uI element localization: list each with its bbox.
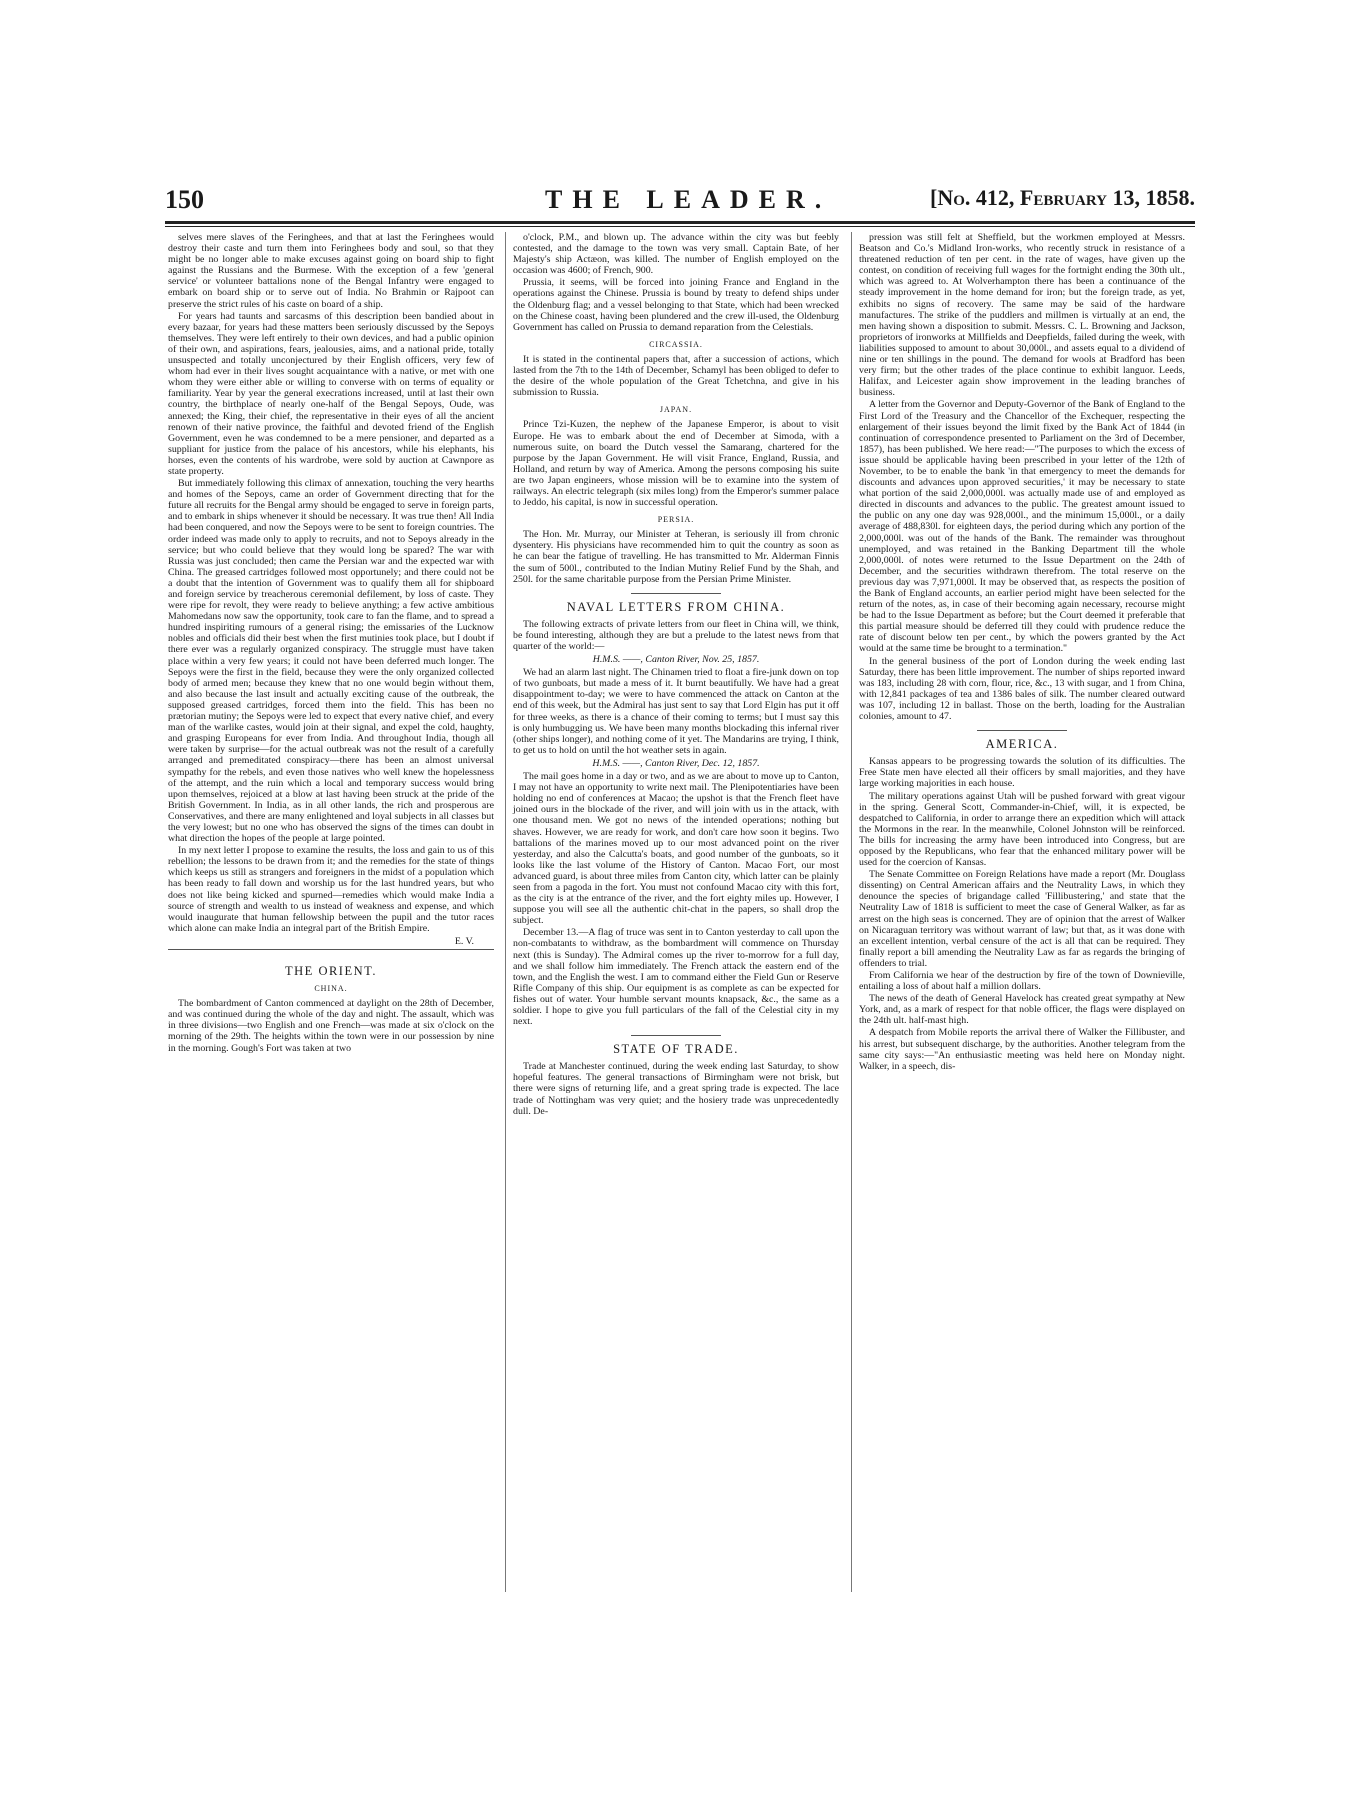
section-rule [631, 593, 721, 594]
issue-dateline: [No. 412, February 13, 1858. [930, 185, 1195, 210]
masthead-title: THE LEADER. [545, 185, 832, 214]
column-2 [513, 232, 839, 1118]
paragraph: A letter from the Governor and Deputy-Governor of the Bank of England to the First Lord of the Treasury and the Chancellor of the Exchequer, respecting the enlargement of their issues beyond the limit fixed by the Bank Act of 1844 (in continuation of correspondence presented to Parliament on the 3rd of December, 1857), has been published. We here read:—"The purposes to which the excess of issue should be applicable having been prescribed in your letter of the 12th of November, to be to enable the bank 'in that emergency to meet the demands for discounts and advances upon approved securities,' it may be necessary to state what portion of the said 2,000,000l. was actually made use of and employed as directed in discounts and advances to the public. The greatest amount issued to the public on any one day was 928,000l., and the minimum 15,000l., or a daily average of 488,830l. for eighteen days, the period during which any portion of the 2,000,000l. was out of the hands of the Bank. The remainder was throughout unemployed, and was retained in the Banking Department till the whole 2,000,000l. of notes were returned to the Issue Department on the 24th of December, and the securities withdrawn therefrom. The total reserve on the previous day was 7,971,000l. It may be observed that, as respects the position of the Bank of England accounts, an earlier period might have been selected for the return of the notes, as, in case of their becoming again necessary, recourse might be had to the Issue Department as before; but the Court deemed it preferable that this partial measure should be deferred till they could with prudence reduce the rate of discount below ten per cent., by which the powers granted by the Act would at the same time be brought to a termination." [859, 399, 1185, 655]
header-rule-thin [165, 226, 1195, 227]
section-rule [168, 949, 494, 950]
page-number: 150 [165, 185, 204, 214]
section-rule [631, 1035, 721, 1036]
paragraph: Prussia, it seems, will be forced into joining France and England in the operations against the Chinese. Prussia is bound by treaty to defend ships under the Oldenburg flag; and a vessel belonging to that State, which had been wrecked on the Chinese coast, having been plundered and the crew ill-used, the Oldenburg Government has called on Prussia to demand reparation from the Celestials. [513, 277, 839, 333]
paragraph: Trade at Manchester continued, during the week ending last Saturday, to show hopeful features. The general transactions of Birmingham were not brisk, but there were signs of returning life, and a great spring trade is expected. The lace trade of Nottingham was very quiet; and the hosiery trade was unprecedentedly dull. De- [513, 1061, 839, 1117]
paragraph: o'clock, P.M., and blown up. The advance within the city was but feebly contested, and the damage to the town was very small. Captain Bate, of her Majesty's ship Actæon, was killed. The number of English employed on the occasion was 4600; of French, 900. [513, 232, 839, 277]
paragraph: The following extracts of private letters from our fleet in China will, we think, be found interesting, although they are but a prelude to the latest news from that quarter of the world:— [513, 618, 839, 652]
page-header [165, 185, 1195, 219]
subheading-japan: JAPAN. [659, 405, 693, 415]
paragraph: The news of the death of General Havelock has created great sympathy at New York, and, as a mark of respect for that noble officer, the flags were displayed on the 24th ult. half-mast high. [859, 993, 1185, 1027]
paragraph: selves mere slaves of the Feringhees, and that at last the Feringhees would destroy their caste and turn them into Feringhees body and soul, so that they might be no longer able to make excuses against going on board ship to fight against the Russians and the Burmese. With the exception of a few 'general service' or volunteer battalions none of the Bengal Infantry were engaged to embark on board ship or to serve out of India. No Brahmin or Rajpoot can preserve the strict rules of his caste on board of a ship. [168, 232, 494, 310]
paragraph: The military operations against Utah will be pushed forward with great vigour in the spring. General Scott, Commander-in-Chief, will, it is expected, be despatched to California, in order to arrange there an expedition which will attack the Mormons in the rear. In the meanwhile, Colonel Johnston will be reinforced. The bills for increasing the army have been introduced into Congress, but are opposed by the Republicans, who fear that the enhanced military power will be used for the coercion of Kansas. [859, 790, 1185, 869]
paragraph: For years had taunts and sarcasms of this description been bandied about in every bazaar, for years had these matters been seriously discussed by the Sepoys themselves. They were left entirely to their own devices, and had a public opinion of their own, and aspirations, fears, jealousies, aims, and a national pride, totally unsuspected and totally unconjectured by their English officers, very few of whom had ever in their lives sought acquaintance with a native, or met with one whom they were either able or willing to converse with on terms of equality or familiarity. Year by year the general execrations increased, until at last their own country, the birthplace of nearly one-half of the Bengal Sepoys, Oude, was annexed; the King, their chief, the representative in their eyes of all the ancient renown of their native province, the faithful and devoted friend of the English Government, even he was condemned to be a mere pensioner, and departed as a suppliant for justice from the palace of his ancestors, while his elephants, his horses, even the contents of his wardrobe, were sold by auction at Cawnpore as state property. [168, 310, 494, 477]
paragraph: Kansas appears to be progressing towards the solution of its difficulties. The Free State men have elected all their officers by small majorities, and they have large working majorities in each house. [859, 756, 1185, 790]
paragraph: Prince Tzi-Kuzen, the nephew of the Japanese Emperor, is about to visit Europe. He was to embark about the end of December at Simoda, with a numerous suite, on board the Dutch vessel the Samarang, chartered for the purpose by the Japan Government. He will visit France, England, Russia, and Holland, and return by way of America. Among the persons composing his suite are two Japan engineers, whose mission will be to examine into the system of railways. An electric telegraph (six miles long) from the Emperor's summer palace to Jeddo, his capital, is now in successful operation. [513, 419, 839, 509]
subheading-circassia: CIRCASSIA. [649, 339, 703, 349]
subheading-persia: PERSIA. [657, 515, 695, 525]
header-rule [165, 221, 1195, 224]
section-heading-america: AMERICA. [985, 737, 1059, 752]
letter-dateline: H.M.S. ——, Canton River, Nov. 25, 1857. [592, 654, 760, 666]
paragraph: A despatch from Mobile reports the arrival there of Walker the Fillibuster, and his arrest, but subsequent discharge, by the authorities. Another telegram from the same city says:—"An enthusiastic meeting was held here on Monday night. Walker, in a speech, dis- [859, 1027, 1185, 1072]
paragraph: But immediately following this climax of annexation, touching the very hearths and homes of the Sepoys, came an order of Government directing that for the future all recruits for the Bengal army should be engaged to serve in foreign parts, and to embark in ships whenever it should be necessary. It was true then! All India had been conquered, and now the Sepoys were to be sent to foreign countries. The order indeed was made only to apply to recruits, and not to Sepoys already in the service; but who could believe that they would long be spared? The war with Russia was just concluded; then came the Persian war and the expected war with China. The greased cartridges followed most opportunely; and there could not be a doubt that the intention of Government was to qualify them all for shipboard and foreign service by treacherous ceremonial defilement, by loss of caste. They were ripe for revolt, they were ready to believe anything; a few active ambitious Mahomedans now saw the opportunity, took care to fan the flame, and to spread a hundred inspiriting rumours of a general rising; the emissaries of the Lucknow nobles and officials did their best when the first mutinies took place, but I doubt if there ever was a regularly organized conspiracy. The struggle must have taken place within a very few years; it could not have been deferred much longer. The Sepoys were the first in the field, because they were the only organized collected body of armed men; because they knew that no one would begin without them, and also because the last insult and actually exciting cause of the outbreak, the supposed greased cartridges, forced them into the field. This has been no prætorian mutiny; the Sepoys were led to expect that every native chief, and every man of the warlike castes, would join at their signal, and expel the cold, haughty, and grasping Europeans for ever from India. And throughout India, though all were taken by surprise—for the actual outbreak was not the result of a carefully arranged and premeditated conspiracy—there has been an almost universal sympathy for the rebels, and even those natives who well knew the hopelessness of the attempt, and the ruin which a local and temporary success would bring upon themselves, rejoiced at a blow at last having been struck at the pride of the British Government. In India, as in all other lands, the rich and prosperous are Conservatives, and there are many enlightened and loyal subjects in all classes but the very lowest; but no one who has observed the signs of the times can doubt in what direction the hopes of the people at large pointed. [168, 478, 494, 845]
section-heading-naval: NAVAL LETTERS FROM CHINA. [566, 599, 786, 614]
paragraph: The mail goes home in a day or two, and as we are about to move up to Canton, I may not have an opportunity to write next mail. The Plenipotentiaries have been holding no end of conferences at Macao; the upshot is that the French fleet have joined ours in the blockade of the river, and will join with us in the attack, with one thousand men. We got no news of the intended operations; nothing but shaves. However, we are ready for work, and don't care how soon it begins. Two battalions of the marines moved up to our most advanced point on the river yesterday, and also the Calcutta's boats, and good number of the gunboats, so it looks like the last volume of the History of Canton. Macao Fort, our most advanced guard, is about three miles from Canton city, which latter can be plainly seen from a pagoda in the fort. You must not confound Macao city with this fort, as the city is at the entrance of the river, and the fort eighty miles up. However, I suppose you will see all the authentic chit-chat in the papers, so shall drop the subject. [513, 771, 839, 927]
paragraph: pression was still felt at Sheffield, but the workmen employed at Messrs. Beatson and Co.'s Midland Iron-works, who recently struck in resistance of a threatened reduction of ten per cent. in the rate of wages, have given up the contest, on condition of receiving full wages for the fortnight ending the 30th ult., which was agreed to. At Wolverhampton there has been a continuance of the steady improvement in the home demand for iron; but the foreign trade, as yet, exhibits no signs of recovery. The same may be said of the hardware manufactures. The strike of the puddlers and millmen is virtually at an end, the men having shown a disposition to submit. Messrs. C. L. Browning and Jackson, proprietors of ironworks at Millfields and Deepfields, failed during the week, with liabilities supposed to amount to about 30,000l., and assets equal to a dividend of nine or ten shillings in the pound. The demand for wools at Bradford has been very firm; but the other trades of the place continue to exhibit languor. Leeds, Halifax, and Leicester again show improvement in the leading branches of business. [859, 232, 1185, 399]
section-heading-orient: THE ORIENT. [285, 964, 377, 978]
paragraph: It is stated in the continental papers that, after a succession of actions, which lasted from the 7th to the 14th of December, Schamyl has been obliged to defer to the desire of the whole population of the Great Tchetchna, and give in his submission to Russia. [513, 353, 839, 399]
paragraph: The bombardment of Canton commenced at daylight on the 28th of December, and was continued during the whole of the day and night. The assault, which was in three divisions—two English and one French—was made at six o'clock on the morning of the 29th. The heights within the town were in our possession by nine in the morning. Gough's Fort was taken at two [168, 998, 494, 1054]
column-1 [168, 232, 494, 1055]
section-rule [977, 730, 1067, 731]
paragraph: In the general business of the port of London during the week ending last Saturday, there has been little improvement. The number of ships reported inward was 183, including 28 with corn, flour, rice, &c., 13 with sugar, and 1 from China, with 12,841 packages of tea and 1386 bales of silk. The number cleared outward was 107, including 12 in ballast. Those on the berth, loading for the Australian colonies, amount to 47. [859, 655, 1185, 723]
signature: E. V. [454, 935, 474, 947]
paragraph: December 13.—A flag of truce was sent in to Canton yesterday to call upon the non-combatants to withdraw, as the bombardment will commence on Thursday next (this is Sunday). The Admiral comes up the river to-morrow for a full day, and we shall follow him immediately. The French attack the eastern end of the town, and the English the west. I am to command either the Field Gun or Reserve Rifle Company of this ship. Our equipment is as complete as can be expected for fishes out of water. Your humble servant mounts knapsack, &c., the same as a soldier. I hope to give you full particulars of the fall of the Celestial city in my next. [513, 927, 839, 1028]
column-3 [859, 232, 1185, 1073]
paragraph: From California we hear of the destruction by fire of the town of Downieville, entailing a loss of about half a million dollars. [859, 970, 1185, 993]
column-divider [505, 232, 506, 1592]
paragraph: In my next letter I propose to examine the results, the loss and gain to us of this rebellion; the lessons to be drawn from it; and the remedies for the state of things which keeps us still as strangers and foreigners in the midst of a population which has been ready to fall down and worship us for the last hundred years, but who does not like being kicked and spurned—remedies which would make India a source of strength and wealth to us instead of weakness and expense, and which would inaugurate that human fellowship between the pupil and the tutor races which alone can make India an integral part of the British Empire. [168, 845, 494, 934]
letter-dateline: H.M.S. ——, Canton River, Dec. 12, 1857. [592, 757, 760, 769]
column-divider [851, 232, 852, 1592]
paragraph: We had an alarm last night. The Chinamen tried to float a fire-junk down on top of two gunboats, but made a mess of it. It burnt beautifully. We have had a great disappointment to-day; we were to have commenced the attack on Canton at the end of this week, but the Admiral has just sent to say that Lord Elgin has put it off for three weeks, as there is a chance of their coming to terms; but I must say this is only humbugging us. We have been many months blockading this infernal river (other ships longer), and nothing come of it yet. The Mandarins are trying, I think, to get us to hold on until the hot weather sets in again. [513, 667, 839, 756]
subheading-china: CHINA. [314, 984, 348, 994]
paragraph: The Hon. Mr. Murray, our Minister at Teheran, is seriously ill from chronic dysentery. His physicians have recommended him to quit the country as soon as he can bear the fatigue of travelling. He has transmitted to Mr. Alderman Finnis the sum of 500l., contributed to the Indian Mutiny Relief Fund by the Shah, and 250l. for the same charitable purpose from the Persian Prime Minister. [513, 529, 839, 585]
section-heading-trade: STATE OF TRADE. [613, 1042, 739, 1057]
paragraph: The Senate Committee on Foreign Relations have made a report (Mr. Douglass dissenting) on Central American affairs and the Neutrality Laws, in which they denounce the species of brigandage called 'Fillibustering,' and state that the Neutrality Law of 1818 is sufficient to meet the case of General Walker, as far as arrest on the high seas is concerned. They are of opinion that the arrest of Walker on Nicaraguan territory was without warrant of law; but that, as it was done with an excellent intention, verbal censure of the act is all that can be required. They finally report a bill amending the Neutrality Law as far as regards the bringing of offenders to trial. [859, 869, 1185, 969]
